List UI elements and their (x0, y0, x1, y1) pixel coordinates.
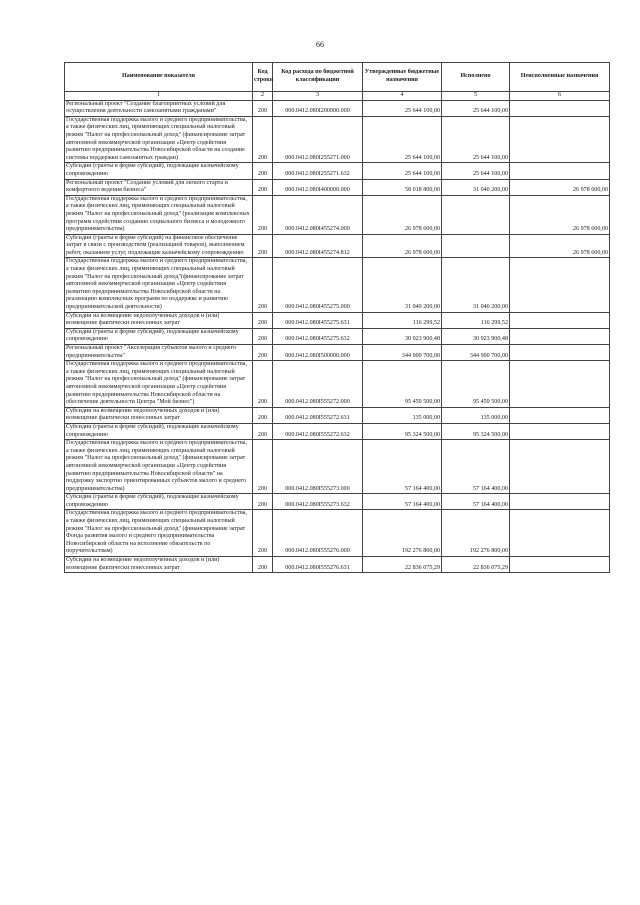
column-number-row (65, 92, 610, 101)
row-executed (442, 234, 510, 258)
row-executed: 57 164 400,00 (442, 494, 510, 510)
row-name: Региональный проект "Создание благоприятных условий для осуществления деятельности самозанятыми гражданами" (65, 100, 253, 116)
header-unexecuted: Неисполненные назначения (510, 63, 610, 92)
row-name: Субсидии (гранты в форме субсидий) на финансовое обеспечение затрат в связи с производством (реализацией товаров), выполнением работ, оказанием услуг, подлежащие казначейскому сопровождению (65, 234, 253, 258)
row-line-code: 200 (253, 510, 273, 557)
row-unexecuted (510, 361, 610, 408)
row-budget-code: 000.0412.080I255271.632 (273, 163, 363, 179)
row-budget-code: 000.0412.080I455274.812 (273, 234, 363, 258)
column-number: 2 (253, 92, 273, 101)
row-unexecuted (510, 258, 610, 312)
table-row (65, 163, 610, 179)
row-line-code: 200 (253, 234, 273, 258)
table-row (65, 312, 610, 328)
page-number: 66 (316, 40, 324, 49)
row-budget-code: 000.0412.080I555272.632 (273, 423, 363, 439)
row-unexecuted (510, 557, 610, 573)
row-executed: 25 644 100,00 (442, 116, 510, 163)
row-approved: 26 978 600,00 (363, 195, 442, 234)
row-budget-code: 000.0412.080I255271.000 (273, 116, 363, 163)
row-approved: 95 324 500,00 (363, 423, 442, 439)
row-unexecuted (510, 440, 610, 494)
row-line-code: 200 (253, 557, 273, 573)
row-name: Субсидии на возмещение недополученных доходов и (или) возмещение фактически понесенных затрат (65, 407, 253, 423)
row-name: Государственная поддержка малого и среднего предпринимательства, а также физических лиц, применяющих специальный налоговый режим "Налог на профессиональный доход" (финансирование затрат автономной некоммерческой организации «Центр содействия развитию предпринимательства Новосибирской области на обеспечение деятельности Центра "Мой бизнес") (65, 361, 253, 408)
row-approved: 30 923 900,48 (363, 328, 442, 344)
row-budget-code: 000.0412.080I555276.000 (273, 510, 363, 557)
row-executed: 30 923 900,48 (442, 328, 510, 344)
row-line-code: 200 (253, 195, 273, 234)
row-name: Субсидии на возмещение недополученных доходов и (или) возмещение фактически понесенных затрат (65, 312, 253, 328)
column-number: 6 (510, 92, 610, 101)
row-budget-code: 000.0412.080I555272.631 (273, 407, 363, 423)
row-unexecuted (510, 328, 610, 344)
row-unexecuted (510, 312, 610, 328)
row-executed: 31 040 200,00 (442, 258, 510, 312)
row-approved: 26 978 600,00 (363, 234, 442, 258)
row-budget-code: 000.0412.080I455275.000 (273, 258, 363, 312)
column-number: 4 (363, 92, 442, 101)
row-line-code: 200 (253, 328, 273, 344)
row-budget-code: 000.0412.080I500000.000 (273, 345, 363, 361)
row-name: Субсидии (гранты в форме субсидий), подлежащие казначейскому сопровождению (65, 423, 253, 439)
row-line-code: 200 (253, 440, 273, 494)
row-budget-code: 000.0412.080I200000.000 (273, 100, 363, 116)
column-number: 3 (273, 92, 363, 101)
row-line-code: 200 (253, 100, 273, 116)
row-line-code: 200 (253, 407, 273, 423)
header-executed: Исполнено (442, 63, 510, 92)
column-number: 1 (65, 92, 253, 101)
header-budget-code: Код расхода по бюджетной классификации (273, 63, 363, 92)
row-unexecuted: 26 978 600,00 (510, 179, 610, 195)
table-row (65, 361, 610, 408)
row-executed: 135 000,00 (442, 407, 510, 423)
row-executed: 95 324 500,00 (442, 423, 510, 439)
table-row (65, 258, 610, 312)
row-line-code: 200 (253, 258, 273, 312)
row-line-code: 200 (253, 116, 273, 163)
budget-execution-table (64, 62, 610, 573)
row-line-code: 200 (253, 345, 273, 361)
row-name: Государственная поддержка малого и среднего предпринимательства, а также физических лиц, применяющих специальный налоговый режим "Налог на профессиональный доход" (финансирование затрат автономной некоммерческой организации «Центр содействия развитию предпринимательства Новосибирской области" на поддержку экспортно ориентированных субъектов малого и среднего предпринимательства) (65, 440, 253, 494)
row-name: Государственная поддержка малого и среднего предпринимательства, а также физических лиц, применяющих специальный налоговый режим "Налог на профессиональный доход" (финансирование затрат Фонда развития малого и среднего предпринимательства Новосибирской области на исполнение обязательств по поручительствам) (65, 510, 253, 557)
row-unexecuted: 26 978 600,00 (510, 195, 610, 234)
row-name: Региональный проект "Акселерация субъектов малого и среднего предпринимательства" (65, 345, 253, 361)
row-name: Государственная поддержка малого и среднего предпринимательства, а также физических лиц, применяющих специальный налоговый режим "Налог на профессиональный доход" (реализация комплексных программ содействия созданию социального бизнеса и молодежного предпринимательства) (65, 195, 253, 234)
row-budget-code: 000.0412.080I555273.000 (273, 440, 363, 494)
row-line-code: 200 (253, 361, 273, 408)
row-budget-code: 000.0412.080I555272.000 (273, 361, 363, 408)
table-row (65, 345, 610, 361)
row-approved: 25 644 100,00 (363, 100, 442, 116)
row-unexecuted: 26 978 600,00 (510, 234, 610, 258)
row-budget-code: 000.0412.080I455275.632 (273, 328, 363, 344)
row-executed: 192 276 800,00 (442, 510, 510, 557)
header-line-code: Код строки (253, 63, 273, 92)
row-budget-code: 000.0412.080I555276.631 (273, 557, 363, 573)
column-number: 5 (442, 92, 510, 101)
row-line-code: 200 (253, 163, 273, 179)
row-line-code: 200 (253, 312, 273, 328)
row-name: Государственная поддержка малого и среднего предпринимательства, а также физических лиц, применяющих специальный налоговый режим "Налог на профессиональный доход"(финансирование затрат автономной некоммерческой организации «Центр содействия развитию предпринимательства Новосибирской области на реализацию комплексных программ по поддержке и развитию предпринимательской деятельности) (65, 258, 253, 312)
row-name: Субсидии (гранты в форме субсидий), подлежащие казначейскому сопровождению (65, 494, 253, 510)
table-row (65, 100, 610, 116)
row-approved: 22 836 075,29 (363, 557, 442, 573)
row-line-code: 200 (253, 423, 273, 439)
row-executed (442, 195, 510, 234)
row-name: Региональный проект "Создание условий для легкого старта и комфортного ведения бизнеса" (65, 179, 253, 195)
table-row (65, 510, 610, 557)
row-unexecuted (510, 345, 610, 361)
row-budget-code: 000.0412.080I400000.000 (273, 179, 363, 195)
table-row (65, 328, 610, 344)
row-approved: 95 459 500,00 (363, 361, 442, 408)
table-header-row (65, 63, 610, 92)
row-approved: 57 164 400,00 (363, 494, 442, 510)
row-unexecuted (510, 100, 610, 116)
row-unexecuted (510, 423, 610, 439)
row-line-code: 200 (253, 494, 273, 510)
row-approved: 31 040 200,00 (363, 258, 442, 312)
row-budget-code: 000.0412.080I555273.632 (273, 494, 363, 510)
row-executed: 116 299,52 (442, 312, 510, 328)
row-unexecuted (510, 494, 610, 510)
row-approved: 344 900 700,00 (363, 345, 442, 361)
row-approved: 135 000,00 (363, 407, 442, 423)
row-name: Субсидии на возмещение недополученных доходов и (или) возмещение фактически понесенных затрат (65, 557, 253, 573)
row-executed: 22 836 075,29 (442, 557, 510, 573)
row-executed: 57 164 400,00 (442, 440, 510, 494)
row-unexecuted (510, 116, 610, 163)
row-name: Субсидии (гранты в форме субсидий), подлежащие казначейскому сопровождению (65, 163, 253, 179)
row-line-code: 200 (253, 179, 273, 195)
row-executed: 344 900 700,00 (442, 345, 510, 361)
row-approved: 25 644 100,00 (363, 116, 442, 163)
row-budget-code: 000.0412.080I455275.631 (273, 312, 363, 328)
row-name: Государственная поддержка малого и среднего предпринимательства, а также физических лиц, применяющих специальный налоговый режим "Налог на профессиональный доход" (финансирование затрат автономной некоммерческой организации «Центр содействия развитию предпринимательства Новосибирской области на создание системы поддержки самозанятых граждан) (65, 116, 253, 163)
table-row (65, 407, 610, 423)
row-budget-code: 000.0412.080I455274.000 (273, 195, 363, 234)
table-row (65, 195, 610, 234)
header-name: Наименование показателя (65, 63, 253, 92)
row-approved: 57 164 400,00 (363, 440, 442, 494)
row-executed: 25 644 100,00 (442, 163, 510, 179)
row-approved: 116 299,52 (363, 312, 442, 328)
row-approved: 25 644 100,00 (363, 163, 442, 179)
table-row (65, 557, 610, 573)
table-row (65, 234, 610, 258)
row-name: Субсидии (гранты в форме субсидий), подлежащие казначейскому сопровождению (65, 328, 253, 344)
table-row (65, 423, 610, 439)
header-approved: Утвержденные бюджетные назначения (363, 63, 442, 92)
row-unexecuted (510, 407, 610, 423)
row-unexecuted (510, 510, 610, 557)
table-row (65, 494, 610, 510)
row-unexecuted (510, 163, 610, 179)
table-row (65, 440, 610, 494)
table-row (65, 116, 610, 163)
row-executed: 31 040 200,00 (442, 179, 510, 195)
row-approved: 58 018 800,00 (363, 179, 442, 195)
row-executed: 25 644 100,00 (442, 100, 510, 116)
row-executed: 95 459 500,00 (442, 361, 510, 408)
table-row (65, 179, 610, 195)
row-approved: 192 276 800,00 (363, 510, 442, 557)
